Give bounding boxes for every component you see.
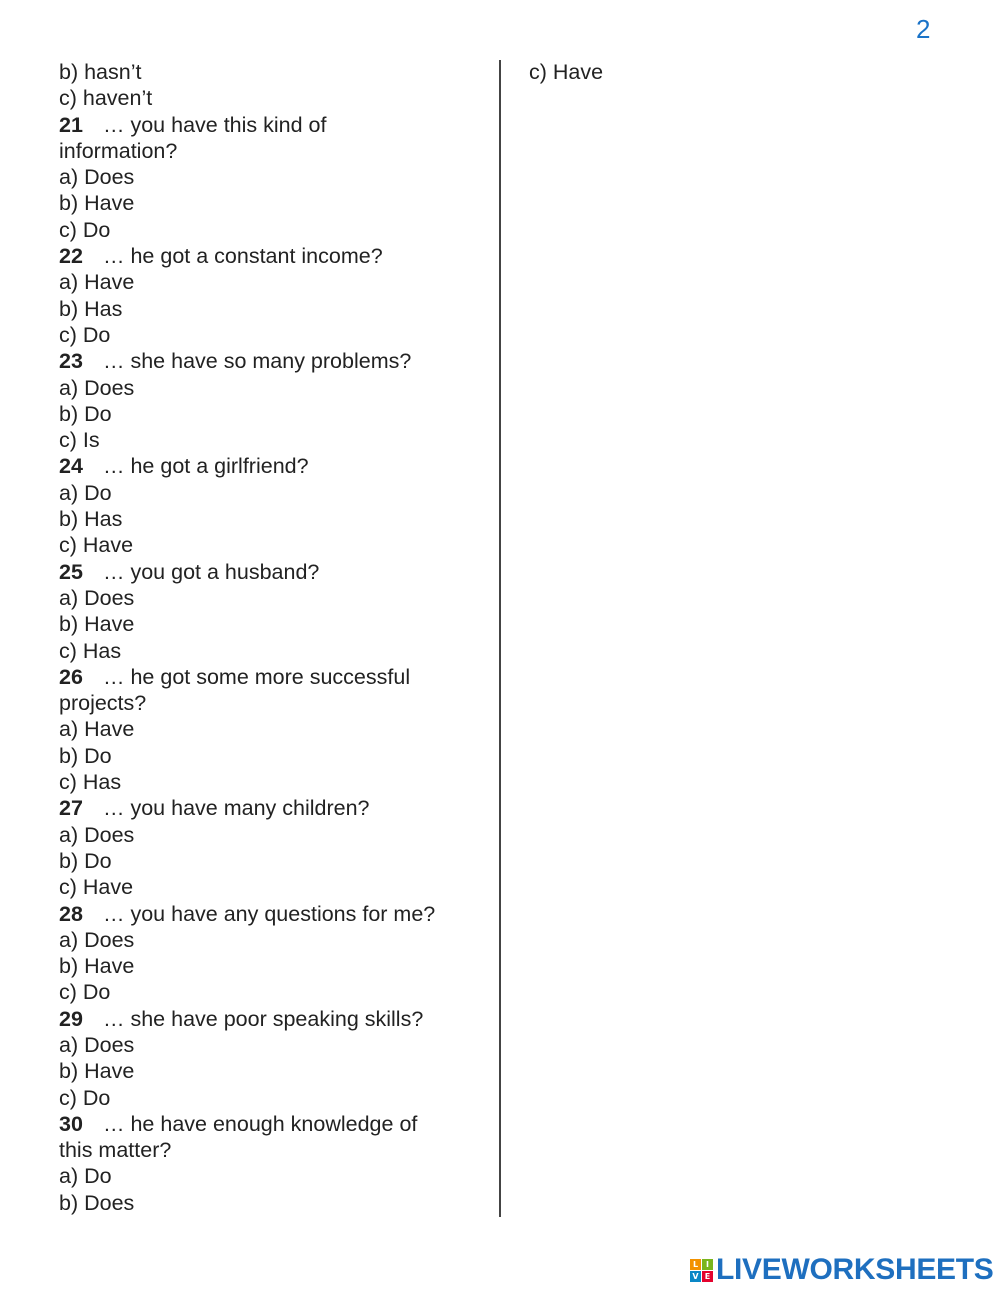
question-number: 24: [59, 454, 83, 479]
answer-option: a) Does: [59, 165, 135, 190]
right-column: [529, 59, 949, 85]
left-column: [59, 59, 489, 1216]
question-text: … he have enough knowledge of: [103, 1111, 418, 1136]
answer-option: a) Have: [59, 717, 135, 742]
question-23: [59, 348, 489, 374]
answer-option: b) Have: [59, 191, 135, 216]
question-text-continued: projects?: [59, 691, 147, 716]
logo-icon-letter: V: [690, 1271, 701, 1282]
answer-option: c) Do: [59, 217, 111, 242]
question-25: [59, 559, 489, 585]
question-21: [59, 112, 489, 138]
question-text: … you have any questions for me?: [103, 901, 436, 926]
answer-option: b) Does: [59, 1190, 135, 1215]
answer-option: c) Is: [59, 428, 100, 453]
question-text-continued: information?: [59, 138, 178, 163]
answer-option: b) Has: [59, 296, 123, 321]
answer-option: b) Do: [59, 743, 112, 768]
question-number: 25: [59, 559, 83, 584]
answer-option: c) Have: [59, 533, 134, 558]
column-divider: [499, 60, 501, 1217]
answer-option: b) Have: [59, 954, 135, 979]
answer-option: a) Do: [59, 1164, 112, 1189]
answer-option: b) hasn’t: [59, 60, 142, 84]
answer-option: a) Does: [59, 1032, 135, 1057]
answer-option: c) haven’t: [59, 86, 153, 111]
liveworksheets-logo: [690, 1253, 994, 1287]
question-26: [59, 664, 489, 690]
question-29: [59, 1006, 489, 1032]
question-number: 30: [59, 1111, 83, 1136]
logo-icon-letter: L: [690, 1259, 701, 1270]
page-number: 2: [916, 14, 931, 44]
answer-option: c) Have: [529, 60, 604, 84]
question-24: [59, 453, 489, 479]
question-27: [59, 795, 489, 821]
logo-text: LIVEWORKSHEETS: [716, 1253, 994, 1286]
question-text: … he got some more successful: [103, 664, 411, 689]
answer-option: a) Does: [59, 375, 135, 400]
answer-option: a) Have: [59, 270, 135, 295]
logo-icon-letter: E: [702, 1271, 713, 1282]
answer-option: c) Has: [59, 638, 122, 663]
question-text: … you have many children?: [103, 796, 370, 821]
question-number: 29: [59, 1006, 83, 1031]
question-text: … you got a husband?: [103, 559, 320, 584]
logo-icon: [690, 1259, 713, 1282]
answer-option: b) Do: [59, 848, 112, 873]
answer-option: c) Do: [59, 1085, 111, 1110]
answer-option: c) Do: [59, 322, 111, 347]
question-text: … she have poor speaking skills?: [103, 1006, 424, 1031]
question-number: 21: [59, 112, 83, 137]
logo-icon-letter: I: [702, 1259, 713, 1270]
question-number: 28: [59, 901, 83, 926]
answer-option: a) Do: [59, 480, 112, 505]
answer-option: b) Have: [59, 612, 135, 637]
question-number: 23: [59, 349, 83, 374]
question-number: 27: [59, 796, 83, 821]
answer-option: b) Have: [59, 1059, 135, 1084]
answer-option: a) Does: [59, 822, 135, 847]
answer-option: c) Do: [59, 980, 111, 1005]
answer-option: a) Does: [59, 927, 135, 952]
question-28: [59, 901, 489, 927]
answer-option: b) Do: [59, 401, 112, 426]
question-30: [59, 1111, 489, 1137]
question-text: … you have this kind of: [103, 112, 327, 137]
answer-option: a) Does: [59, 585, 135, 610]
answer-option: b) Has: [59, 507, 123, 532]
question-text: … he got a constant income?: [103, 244, 383, 269]
question-number: 22: [59, 244, 83, 269]
question-22: [59, 243, 489, 269]
answer-option: c) Have: [59, 875, 134, 900]
question-text: … he got a girlfriend?: [103, 454, 309, 479]
question-text-continued: this matter?: [59, 1138, 172, 1163]
question-text: … she have so many problems?: [103, 349, 412, 374]
answer-option: c) Has: [59, 770, 122, 795]
question-number: 26: [59, 664, 83, 689]
